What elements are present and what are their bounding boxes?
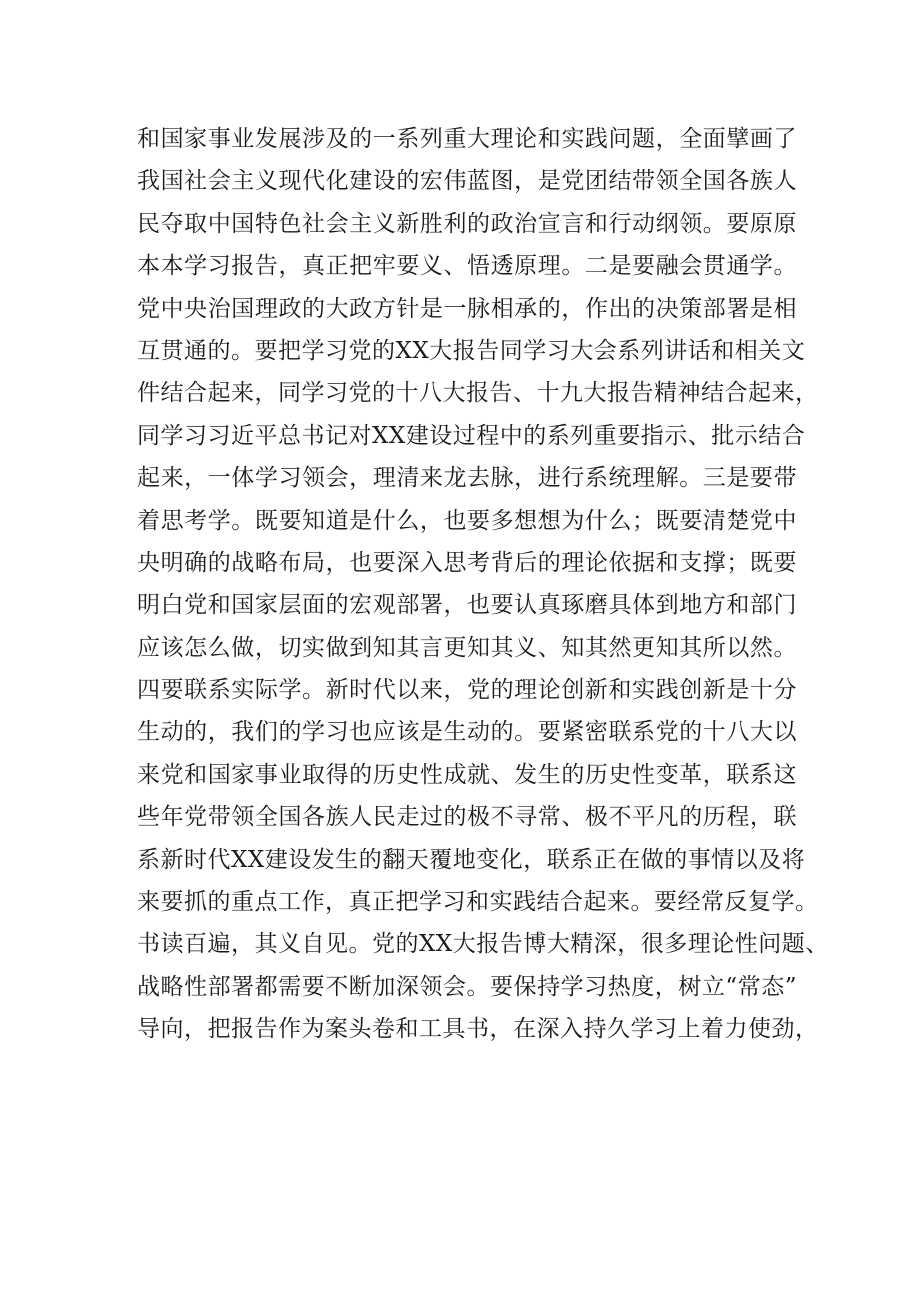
text-line: 四要联系实际学。新时代以来，党的理论创新和实践创新是十分 (137, 677, 797, 704)
text-line: 来要抓的重点工作，真正把学习和实践结合起来。要经常反复学。 (137, 889, 819, 916)
text-line: 来党和国家事业取得的历史性成就、发生的历史性变革，联系这 (137, 761, 797, 788)
text-line: 民夺取中国特色社会主义新胜利的政治宣言和行动纲领。要原原 (137, 210, 797, 237)
text-line: 件结合起来，同学习党的十八大报告、十九大报告精神结合起来， (137, 380, 819, 407)
text-line: 着思考学。既要知道是什么，也要多想想为什么；既要清楚党中 (137, 507, 797, 534)
text-line: 党中央治国理政的大政方针是一脉相承的，作出的决策部署是相 (137, 295, 797, 322)
text-line: 导向，把报告作为案头卷和工具书，在深入持久学习上着力使劲， (137, 1016, 819, 1043)
text-line: 央明确的战略布局，也要深入思考背后的理论依据和支撑；既要 (137, 549, 797, 576)
text-line: 同学习习近平总书记对XX建设过程中的系列重要指示、批示结合 (137, 422, 806, 449)
text-line: 互贯通的。要把学习党的XX大报告同学习大会系列讲话和相关文 (137, 337, 806, 364)
text-line: 起来，一体学习领会，理清来龙去脉，进行系统理解。三是要带 (137, 465, 797, 492)
text-line: 生动的，我们的学习也应该是生动的。要紧密联系党的十八大以 (137, 719, 797, 746)
text-line: 些年党带领全国各族人民走过的极不寻常、极不平凡的历程，联 (137, 804, 797, 831)
text-line: 战略性部署都需要不断加深领会。要保持学习热度，树立“常态” (137, 973, 797, 1000)
text-line: 书读百遍，其义自见。党的XX大报告博大精深，很多理论性问题、 (137, 931, 829, 958)
text-line: 和国家事业发展涉及的一系列重大理论和实践问题，全面擘画了 (137, 126, 797, 152)
text-line: 应该怎么做，切实做到知其言更知其义、知其然更知其所以然。 (137, 634, 797, 661)
text-line: 我国社会主义现代化建设的宏伟蓝图，是党团结带领全国各族人 (137, 168, 797, 195)
text-line: 系新时代XX建设发生的翻天覆地变化，联系正在做的事情以及将 (137, 846, 806, 873)
body-text (137, 118, 829, 1051)
text-line: 明白党和国家层面的宏观部署，也要认真琢磨具体到地方和部门 (137, 592, 797, 619)
text-line: 本本学习报告，真正把牢要义、悟透原理。二是要融会贯通学。 (137, 253, 797, 280)
